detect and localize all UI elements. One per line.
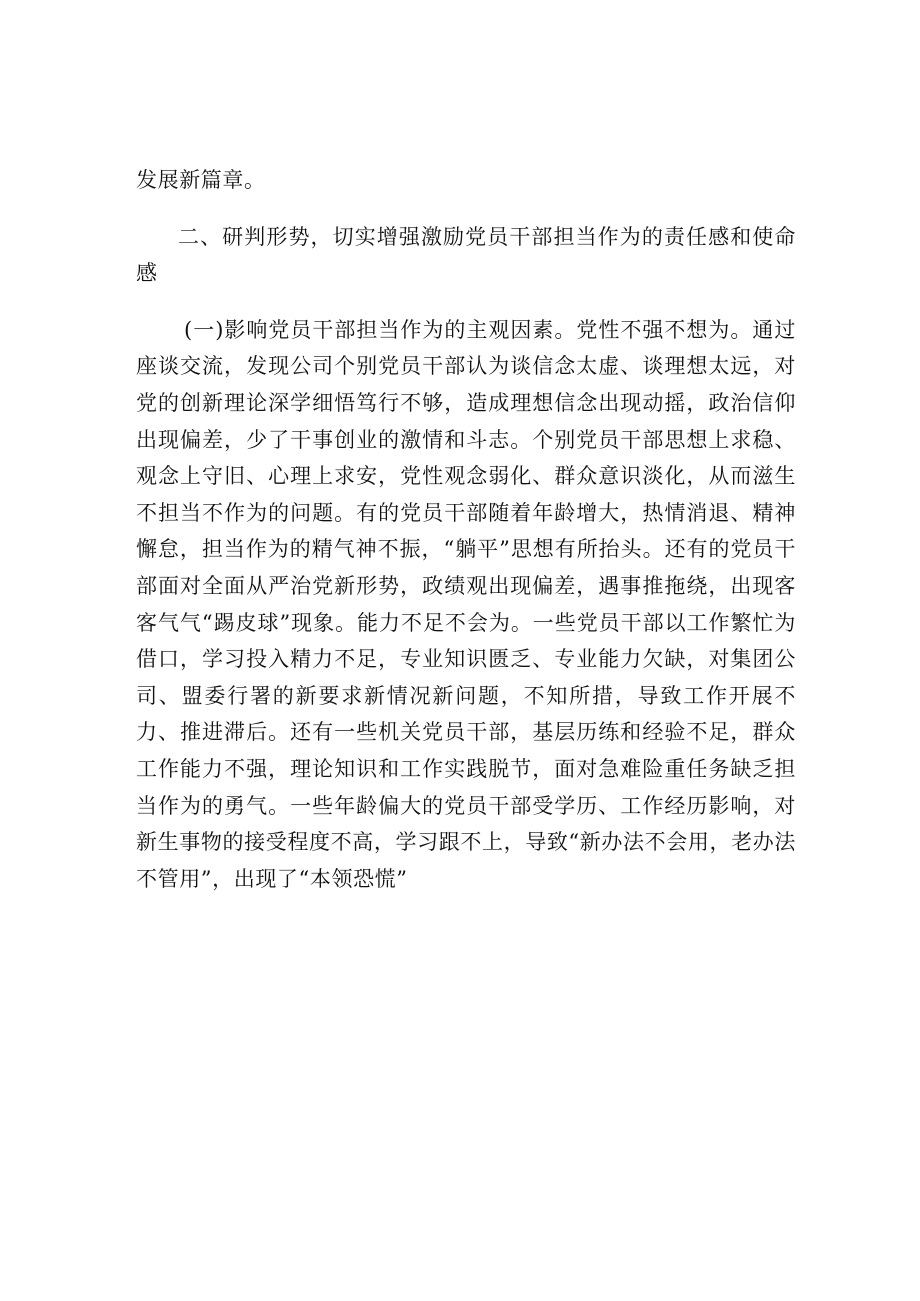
section-heading: 二、研判形势，切实增强激励党员干部担当作为的责任感和使命感 [136,224,796,286]
paragraph-continuation: 发展新篇章。 [136,168,266,192]
document-body [136,162,796,897]
body-paragraph: (一)影响党员干部担当作为的主观因素。党性不强不想为。通过座谈交流，发现公司个别党员干部认为谈信念太虚、谈理想太远，对党的创新理论深学细悟笃行不够，造成理想信念出现动摇，政治信仰出现偏差，少了干事创业的激情和斗志。个别党员干部思想上求稳、观念上守旧、心理上求安，党性观念弱化、群众意识淡化，从而滋生不担当不作为的问题。有的党员干部随着年龄增大，热情消退、精神懈怠，担当作为的精气神不振，“躺平”思想有所抬头。还有的党员干部面对全面从严治党新形势，政绩观出现偏差，遇事推拖绕，出现客客气气“踢皮球”现象。能力不足不会为。一些党员干部以工作繁忙为借口，学习投入精力不足，专业知识匮乏、专业能力欠缺，对集团公司、盟委行署的新要求新情况新问题，不知所措，导致工作开展不力、推进滞后。还有一些机关党员干部，基层历练和经验不足，群众工作能力不强，理论知识和工作实践脱节，面对急难险重任务缺乏担当作为的勇气。一些年龄偏大的党员干部受学历、工作经历影响，对新生事物的接受程度不高，学习跟不上，导致“新办法不会用，老办法不管用”，出现了“本领恐慌” [136,317,796,891]
